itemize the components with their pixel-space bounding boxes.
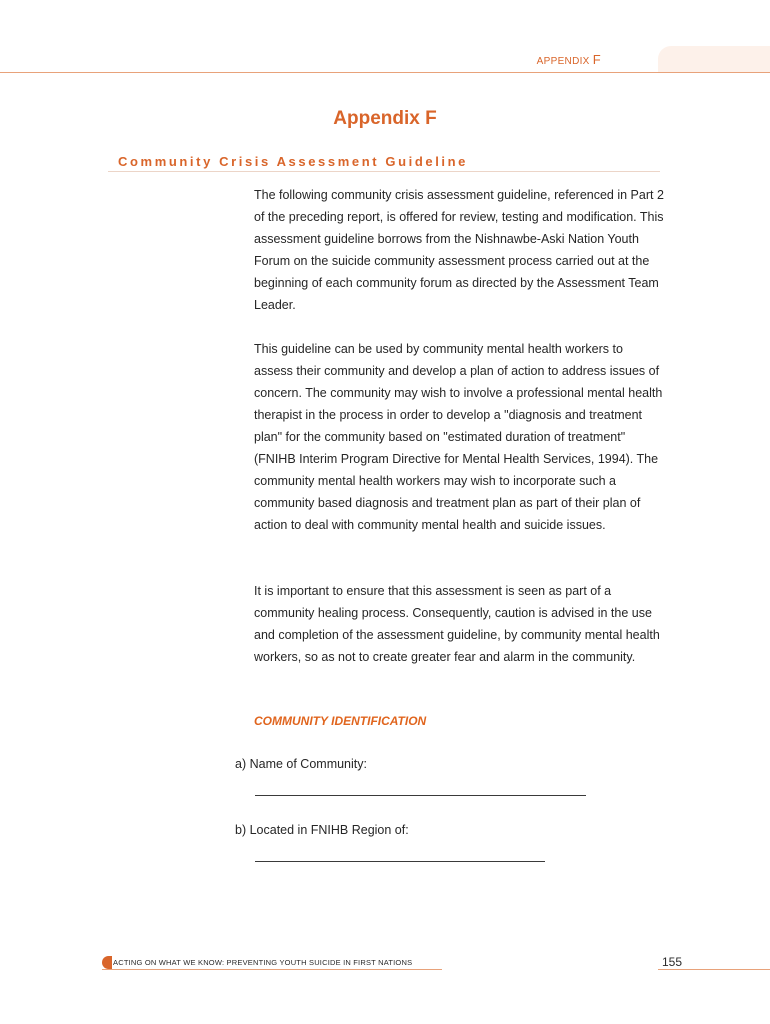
footer-rule-right [658,969,770,970]
page-number: 155 [662,955,683,969]
footer-tab-icon [102,956,112,969]
question-fnihb-region: b) Located in FNIHB Region of: [235,823,409,837]
community-name-blank-line[interactable] [255,795,586,796]
running-header [470,52,601,67]
paragraph-intro: The following community crisis assessment guideline, referenced in Part 2 of the preceding report, is offered for review, testing and modification. This assessment guideline borrows from the Nishnawbe-Aski Nation Youth Forum on the suicide community assessment process carried out at the beginning of each community forum as directed by the Assessment Team Leader. [254,188,664,312]
paragraph-usage: This guideline can be used by community mental health workers to assess their community and develop a plan of action to address issues of concern. The community may wish to involve a professional mental health therapist in the process in order to develop a "diagnosis and treatment plan" for the community based on "estimated duration of treatment" (FNIHB Interim Program Directive for Mental Health Services, 1994). The community mental health workers may wish to incorporate such a community based diagnosis and treatment plan as part of their plan of action to deal with community mental health and suicide issues. [254,342,663,532]
running-header-label: APPENDIX [536,56,590,67]
paragraph-caution: It is important to ensure that this assessment is seen as part of a community healing process. Consequently, caution is advised in the use and completion of the assessment guideline, by community mental health workers, so as not to create greater fear and alarm in the community. [254,584,660,664]
footer-rule-left [102,969,442,970]
community-identification-heading: COMMUNITY IDENTIFICATION [254,714,427,728]
section-heading: Community Crisis Assessment Guideline [118,154,469,169]
question-community-name: a) Name of Community: [235,757,367,771]
section-rule [108,171,660,172]
header-rule [0,72,770,73]
page-title: Appendix F [333,108,437,129]
header-tab-decoration [658,46,770,72]
fnihb-region-blank-line[interactable] [255,861,545,862]
footer-title: ACTING ON WHAT WE KNOW: PREVENTING YOUTH SUICIDE IN FIRST NATIONS [113,958,413,967]
running-header-letter: F [592,52,601,67]
